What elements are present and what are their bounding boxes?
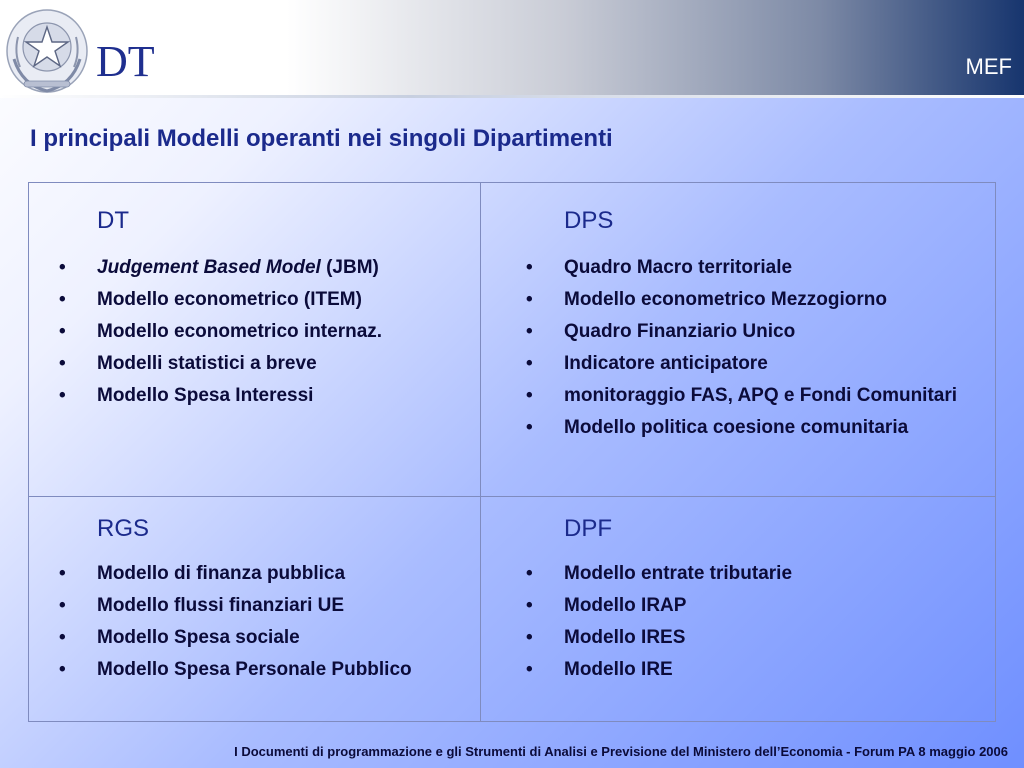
- list-item: [59, 319, 474, 345]
- bullet-icon: •: [526, 595, 533, 616]
- bullet-icon: •: [59, 321, 66, 342]
- brand-logo-text: DT: [96, 37, 155, 86]
- list-item-text: Modello IRES: [564, 627, 686, 648]
- cell-title-dps: DPS: [564, 207, 614, 234]
- ministry-label: MEF: [965, 54, 1012, 79]
- bullet-icon: •: [59, 627, 66, 648]
- list-item-text: Modello politica coesione comunitaria: [564, 417, 909, 438]
- bullet-icon: •: [59, 257, 66, 278]
- list-item-text: Indicatore anticipatore: [564, 353, 768, 374]
- list-item: [59, 657, 474, 683]
- grid-vertical-divider: [480, 183, 481, 721]
- list-item: [526, 657, 986, 683]
- bullet-icon: •: [526, 563, 533, 584]
- list-dps: [526, 255, 986, 447]
- list-item-text: Modello entrate tributarie: [564, 563, 793, 584]
- departments-grid: [28, 182, 996, 722]
- list-item-text: Modello Spesa sociale: [97, 627, 300, 648]
- list-item: [59, 561, 474, 587]
- page-title: I principali Modelli operanti nei singoli Dipartimenti: [30, 125, 613, 152]
- cell-title-rgs: RGS: [97, 515, 150, 542]
- list-item-text: Modello econometrico Mezzogiorno: [564, 289, 888, 310]
- list-item: [59, 593, 474, 619]
- list-item-text: (JBM): [320, 257, 379, 278]
- list-item: [526, 625, 986, 651]
- list-item-text: Modello econometrico internaz.: [97, 321, 383, 342]
- list-item-text: Modello econometrico (ITEM): [97, 289, 362, 310]
- list-item: [59, 255, 474, 281]
- italian-republic-emblem-icon: [4, 7, 90, 95]
- list-item-text: Quadro Finanziario Unico: [564, 321, 796, 342]
- list-item-text: Modello flussi finanziari UE: [97, 595, 345, 616]
- bullet-icon: •: [526, 385, 533, 406]
- header-divider: [0, 95, 1024, 98]
- list-item-text: Modello Spesa Interessi: [97, 385, 314, 406]
- list-item-text: Modelli statistici a breve: [97, 353, 317, 374]
- list-item: [526, 383, 986, 409]
- bullet-icon: •: [526, 659, 533, 680]
- cell-title-dpf: DPF: [564, 515, 612, 542]
- list-item-text: Modello IRAP: [564, 595, 687, 616]
- bullet-icon: •: [59, 353, 66, 374]
- cell-title-dt: DT: [97, 207, 129, 234]
- list-item: [526, 593, 986, 619]
- list-item: [526, 287, 986, 313]
- list-item: [526, 319, 986, 345]
- list-rgs: [59, 561, 474, 689]
- bullet-icon: •: [59, 289, 66, 310]
- list-item: [526, 351, 986, 377]
- list-item-text: Quadro Macro territoriale: [564, 257, 793, 278]
- list-item-text: monitoraggio FAS, APQ e Fondi Comunitari: [564, 385, 958, 406]
- list-item: [526, 561, 986, 587]
- list-dt: [59, 255, 474, 415]
- bullet-icon: •: [59, 595, 66, 616]
- list-item: [59, 625, 474, 651]
- list-item: [59, 383, 474, 409]
- list-item: [526, 255, 986, 281]
- bullet-icon: •: [59, 659, 66, 680]
- list-dpf: [526, 561, 986, 689]
- grid-horizontal-divider: [29, 496, 995, 497]
- list-item-emphasis: Judgement Based Model: [97, 257, 321, 278]
- list-item: [526, 415, 986, 441]
- bullet-icon: •: [526, 321, 533, 342]
- list-item: [59, 351, 474, 377]
- footer-text: I Documenti di programmazione e gli Strumenti di Analisi e Previsione del Ministero dell’Economia - Forum PA 8 maggio 2006: [234, 744, 1008, 759]
- list-item-text: Modello di finanza pubblica: [97, 563, 346, 584]
- bullet-icon: •: [59, 563, 66, 584]
- list-item: [59, 287, 474, 313]
- bullet-icon: •: [59, 385, 66, 406]
- bullet-icon: •: [526, 417, 533, 438]
- list-item-text: Modello Spesa Personale Pubblico: [97, 659, 412, 680]
- bullet-icon: •: [526, 627, 533, 648]
- bullet-icon: •: [526, 257, 533, 278]
- bullet-icon: •: [526, 353, 533, 374]
- list-item-text: Modello IRE: [564, 659, 673, 680]
- bullet-icon: •: [526, 289, 533, 310]
